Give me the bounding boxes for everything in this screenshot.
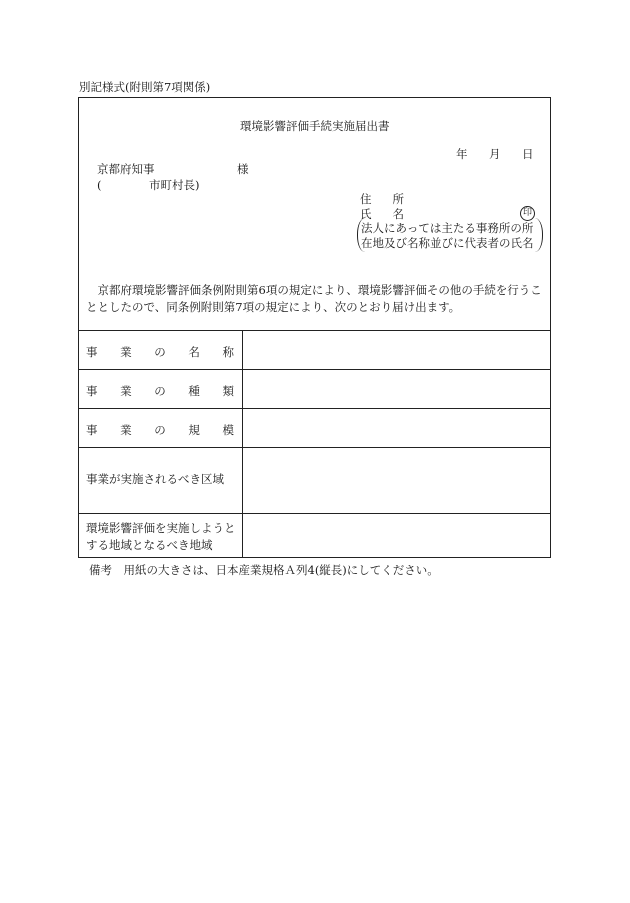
row-value-project-type[interactable] [250,383,540,397]
applicant-address-label: 住 所 [360,192,404,206]
row-value-project-area[interactable] [250,474,540,488]
row-value-assessment-area[interactable] [250,528,540,542]
addressee-open-paren: ( [97,178,102,192]
row-label-project-scale: 事 業 の 規 模 [86,423,234,437]
row-value-project-scale[interactable] [250,422,540,436]
row-divider-3 [78,447,551,448]
date-month-label: 月 [489,147,501,161]
addressee-honorific: 様 [237,162,249,176]
row-value-project-name[interactable] [250,344,540,358]
row-label-project-area: 事業が実施されるべき区域 [86,472,224,486]
form-header-note: 別記様式(附則第7項関係) [79,80,211,94]
notification-form [78,97,551,558]
date-day-label: 日 [522,147,534,161]
table-column-divider [242,330,243,558]
form-title: 環境影響評価手続実施届出書 [240,119,390,133]
corporation-note: 法人にあっては主たる事務所の所 在地及び名称並びに代表者の氏名 [361,221,534,250]
addressee-mayor: 市町村長) [149,178,200,192]
row-divider-4 [78,513,551,514]
remarks-note: 備考 用紙の大きさは、日本産業規格Ａ列4(縦長)にしてください。 [89,563,439,577]
date-year-label: 年 [456,147,468,161]
row-label-assessment-area: 環境影響評価を実施しようとする地域となるべき地域 [86,521,236,552]
row-label-project-type: 事 業 の 種 類 [86,384,234,398]
applicant-name-label: 氏 名 [360,207,404,221]
row-label-project-name: 事 業 の 名 称 [86,345,234,359]
seal-mark: 印 [520,206,535,221]
table-top-border [78,330,551,331]
addressee-governor: 京都府知事 [97,162,155,176]
row-divider-1 [78,369,551,370]
body-paragraph: 京都府環境影響評価条例附則第6項の規定により、環境影響評価その他の手続を行うこととしたので、同条例附則第7項の規定により、次のとおり届け出ます。 [86,283,542,314]
row-divider-2 [78,408,551,409]
